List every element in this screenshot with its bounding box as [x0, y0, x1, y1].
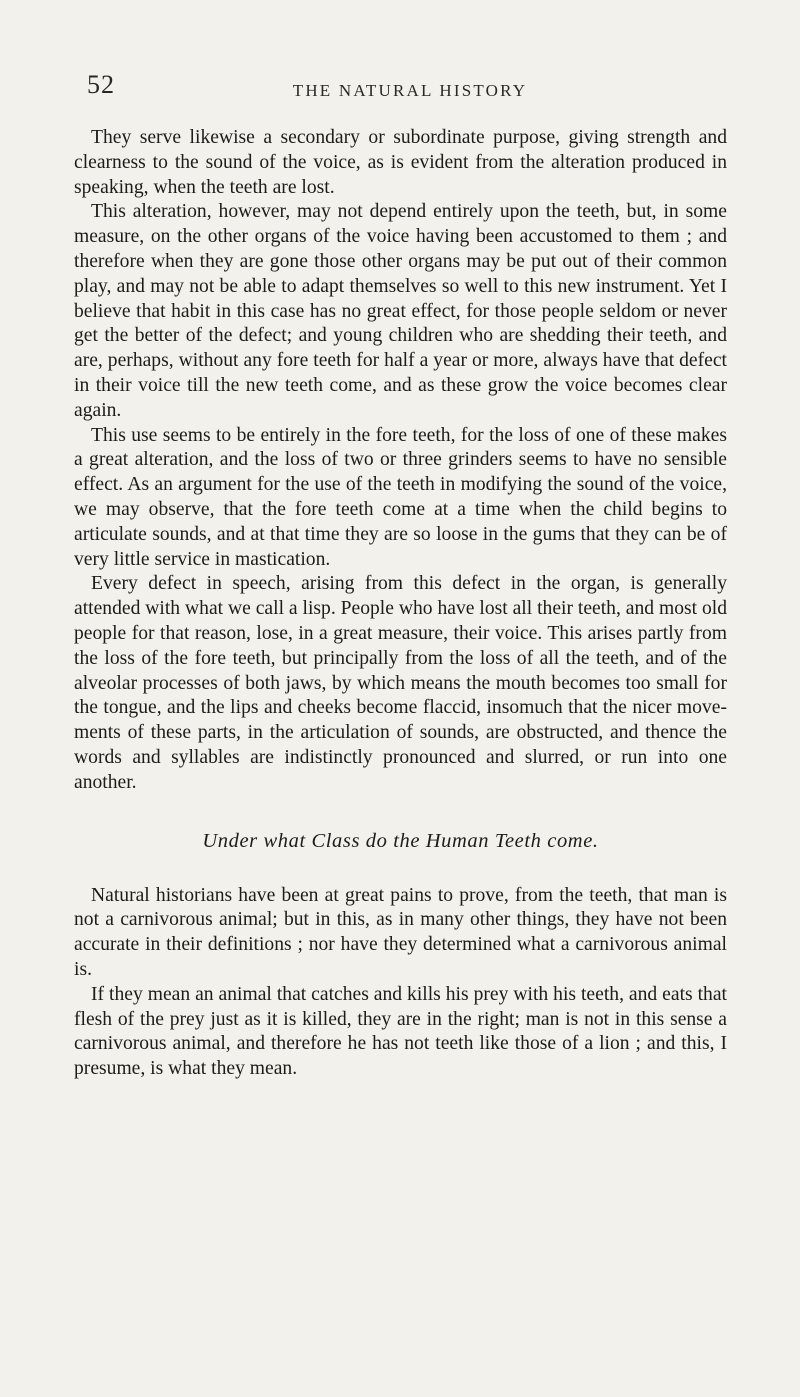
paragraph: If they mean an animal that catches and kills his prey with his teeth, and eats that flesh of the prey just as it is killed, they are in the right; man is not in this sense a carnivorous animal, and therefore he has not teeth like those of a lion ; and this, I presume, is what they mean. — [74, 983, 727, 1080]
paragraph: They serve likewise a secondary or subordinate purpose, giving strength and clearness to the sound of the voice, as is evident from the alteration produced in speaking, when the teeth are lost. — [74, 127, 727, 198]
body-text — [74, 126, 727, 1082]
paragraph: This use seems to be entirely in the fore teeth, for the loss of one of these makes a great alteration, and the loss of two or three grinders seems to have no sensible effect. As an argument for the use of the teeth in modifying the sound of the voice, we may observe, that the fore teeth come at a time when the child begins to articulate sounds, and at that time they are so loose in the gums that they can be of very little service in mastication. — [74, 424, 727, 570]
paragraph: Natural historians have been at great pains to prove, from the teeth, that man is not a carnivorous animal; but in this, as in many other things, they have not been accurate in their definitions ; nor have they determined what a carnivorous animal is. — [74, 884, 727, 980]
running-title: THE NATURAL HISTORY — [292, 81, 528, 100]
section-heading-wrap — [74, 796, 727, 884]
page-number: 52 — [87, 70, 115, 99]
paragraph: Every defect in speech, arising from this defect in the organ, is generally attended with what we call a lisp. People who have lost all their teeth, and most old people for that reason, lose, in a great measure, their voice. This arises partly from the loss of the fore teeth, but principally from the loss of all the teeth, and of the alveolar processes of both jaws, by which means the mouth becomes too small for the tongue, and the lips and cheeks become flaccid, insomuch that the nicer movements of these parts, in the articulation of sounds, are obstructed, and thence the words and syllables are indistinctly pronounced and slurred, or run into one another. — [74, 573, 727, 793]
section-heading: Under what Class do the Human Teeth come. — [202, 829, 599, 852]
paragraph: This alteration, however, may not depend entirely upon the teeth, but, in some measure, on the other organs of the voice having been accustomed to them ; and therefore when they are gone those other organs may be put out of their common play, and may not be able to adapt themselves so well to this new instrument. Yet I believe that habit in this case has no great effect, for those people seldom or never get the better of the defect; and young children who are shedding their teeth, and are, perhaps, without any fore teeth for half a year or more, always have that defect in their voice till the new teeth come, and as these grow the voice becomes clear again. — [74, 201, 727, 421]
